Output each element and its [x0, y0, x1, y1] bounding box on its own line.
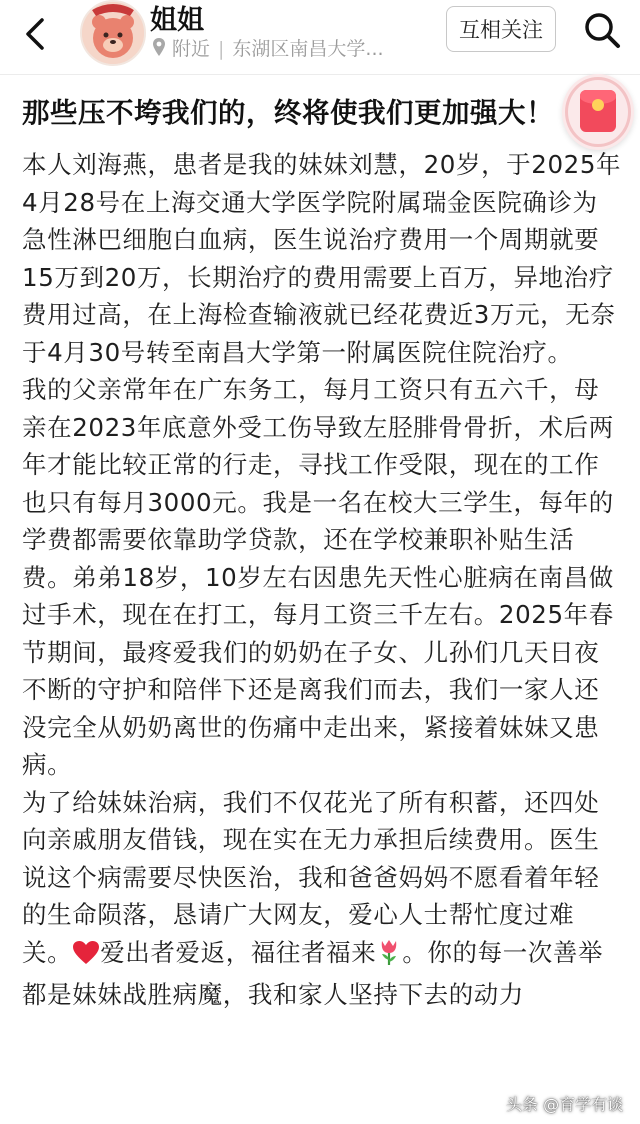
red-heart-icon	[72, 939, 100, 977]
red-packet-icon[interactable]	[562, 74, 634, 150]
avatar[interactable]	[80, 0, 146, 66]
post-body	[22, 146, 622, 1014]
watermark: 头条 @育学有谈	[506, 1095, 624, 1114]
search-icon[interactable]	[582, 10, 622, 50]
author-name[interactable]: 姐姐	[150, 5, 204, 36]
location-pin-icon	[152, 37, 166, 62]
post-paragraph	[22, 784, 622, 1014]
post-paragraph: 本人刘海燕，患者是我的妹妹刘慧，20岁，于2025年4月28号在上海交通大学医学院附属瑞金医院确诊为急性淋巴细胞白血病，医生说治疗费用一个周期就要15万到20万，长期治疗的费用需要上百万，异地治疗费用过高，在上海检查输液就已经花费近3万元，无奈于4月30号转至南昌大学第一附属医院住院治疗。	[22, 150, 622, 367]
post-paragraph: 我的父亲常年在广东务工，每月工资只有五六千，母亲在2023年底意外受工伤导致左胫腓骨骨折，术后两年才能比较正常的行走，寻找工作受限，现在的工作也只有每月3000元。我是一名在校大三学生，每年的学费都需要依靠助学贷款，还在学校兼职补贴生活费。弟弟18岁，10岁左右因患先天性心脏病在南昌做过手术，现在在打工，每月工资三千左右。2025年春节期间，最疼爱我们的奶奶在子女、儿孙们几天日夜不断的守护和陪伴下还是离我们而去，我们一家人还没完全从奶奶离世的伤痛中走出来，紧接着妹妹又患病。	[22, 375, 614, 779]
location-label: 附近	[172, 38, 211, 60]
top-bar	[0, 0, 640, 75]
post-title: 那些压不垮我们的，终将使我们更加强大！	[22, 97, 554, 129]
follow-button[interactable]: 互相关注	[446, 6, 556, 52]
post-text: 。你的每一次善举都是妹妹战胜病魔，我和家人坚持下去的动力	[22, 937, 604, 1009]
back-arrow-icon[interactable]	[18, 14, 54, 54]
post-text: 爱出者爱返，福往者福来	[100, 937, 377, 967]
location-row[interactable]	[152, 34, 384, 62]
location-detail: 东湖区南昌大学...	[232, 38, 384, 60]
post-text: 为了给妹妹治病，我们不仅花光了所有积蓄，还四处向亲戚朋友借钱，现在实在无力承担后续费用。医生说这个病需要尽快医治，我和爸爸妈妈不愿看着年轻的生命陨落，恳请广大网友，爱心人士帮忙度过难关。	[22, 787, 600, 967]
tulip-icon	[376, 938, 402, 977]
location-divider: |	[218, 38, 225, 60]
